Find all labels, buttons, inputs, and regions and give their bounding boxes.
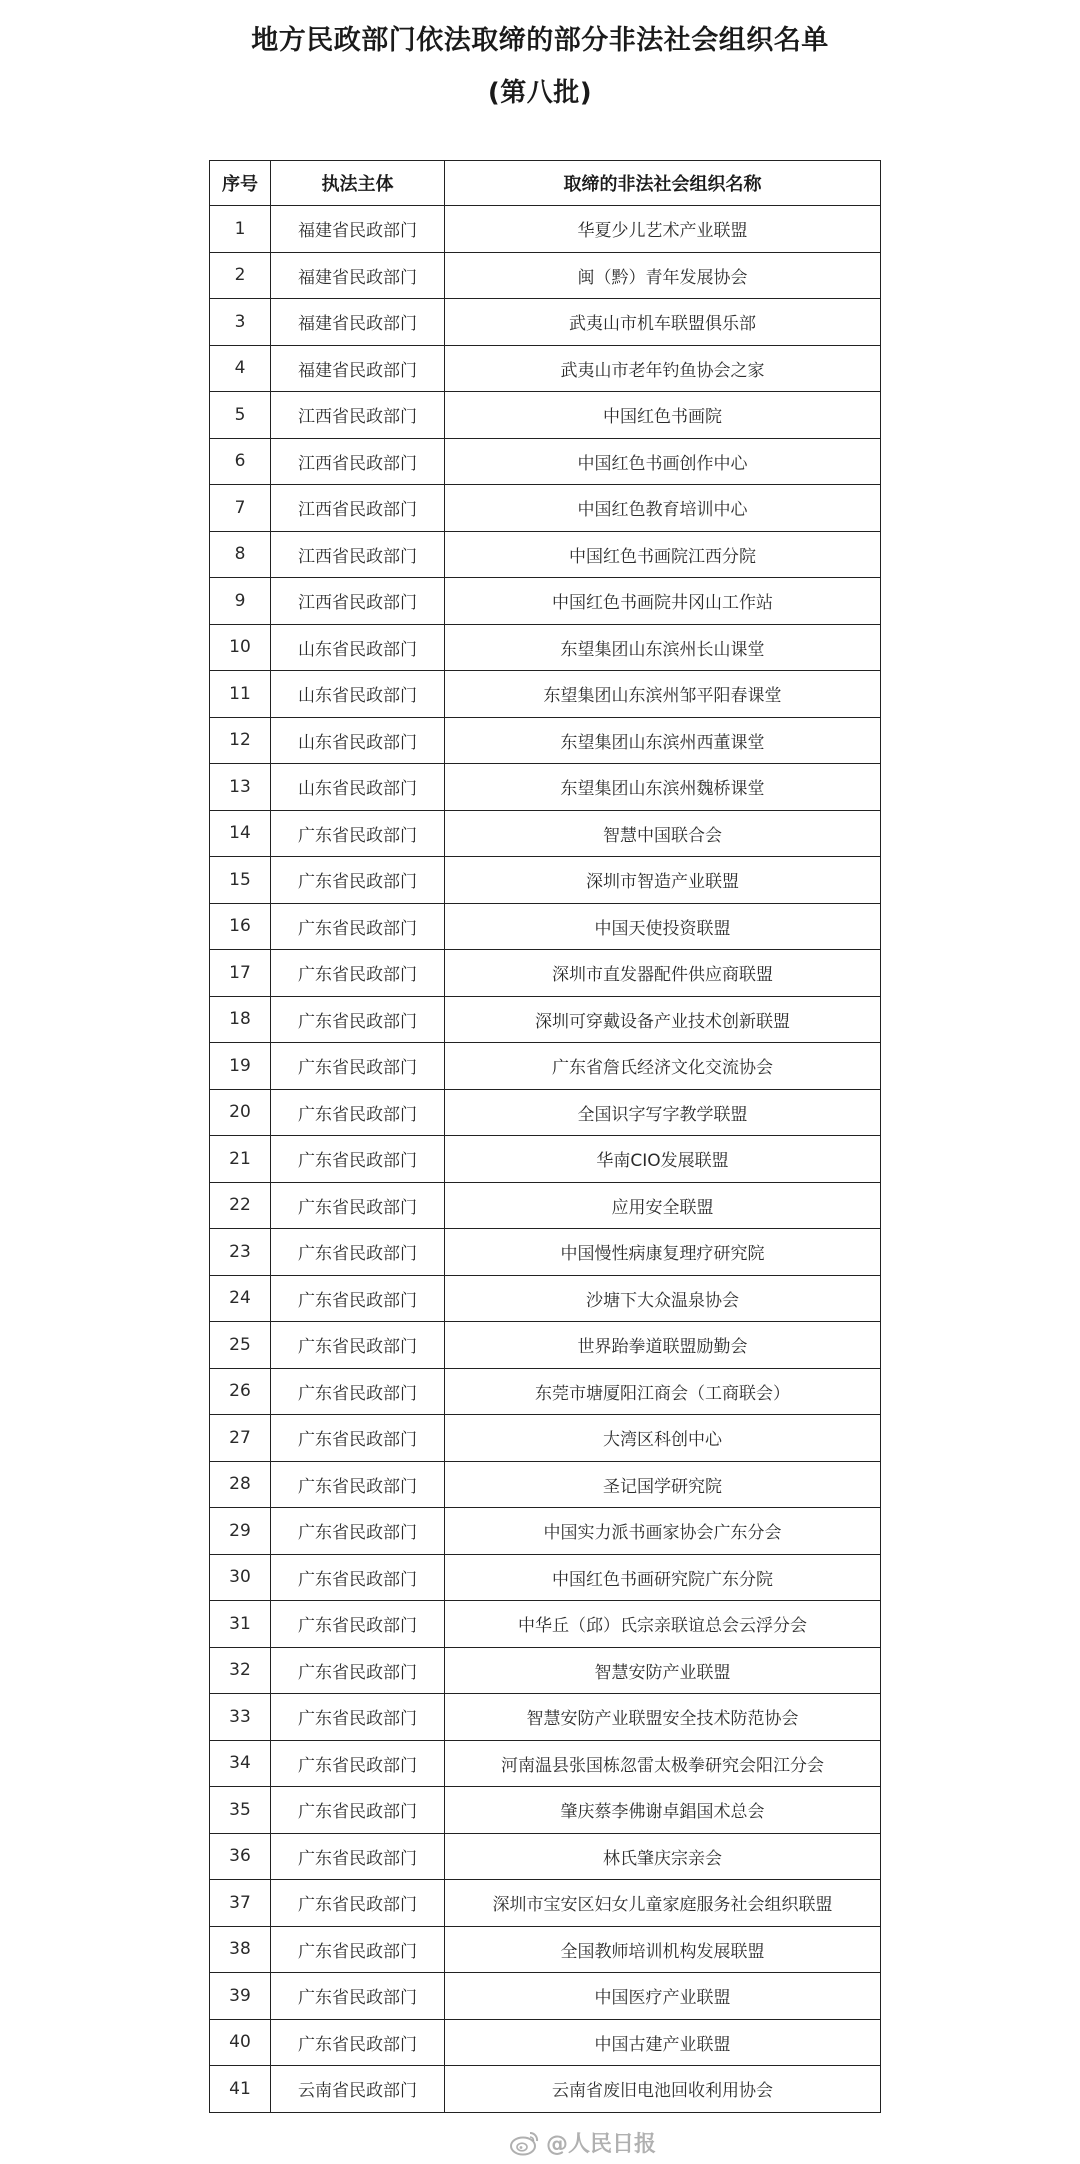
cell-organization-name: 中华丘（邱）氏宗亲联谊总会云浮分会 [445,1601,881,1648]
cell-serial-number: 6 [210,438,271,485]
table-row [210,1089,881,1136]
header-enforcement-body: 执法主体 [271,161,445,206]
cell-serial-number: 5 [210,392,271,439]
cell-serial-number: 40 [210,2019,271,2066]
cell-organization-name: 林氏肇庆宗亲会 [445,1833,881,1880]
table-row [210,1043,881,1090]
table-row [210,1880,881,1927]
cell-enforcement-body: 广东省民政部门 [271,1182,445,1229]
cell-organization-name: 智慧中国联合会 [445,810,881,857]
cell-serial-number: 35 [210,1787,271,1834]
cell-serial-number: 37 [210,1880,271,1927]
table-row [210,392,881,439]
page-title: 地方民政部门依法取缔的部分非法社会组织名单 [251,25,829,56]
table-row [210,531,881,578]
header-serial-number: 序号 [210,161,271,206]
cell-organization-name: 广东省詹氏经济文化交流协会 [445,1043,881,1090]
cell-organization-name: 武夷山市老年钓鱼协会之家 [445,345,881,392]
cell-serial-number: 2 [210,252,271,299]
cell-enforcement-body: 江西省民政部门 [271,578,445,625]
cell-serial-number: 7 [210,485,271,532]
cell-enforcement-body: 山东省民政部门 [271,764,445,811]
cell-enforcement-body: 广东省民政部门 [271,1043,445,1090]
cell-organization-name: 肇庆蔡李佛谢卓錩国术总会 [445,1787,881,1834]
cell-organization-name: 应用安全联盟 [445,1182,881,1229]
table-row [210,345,881,392]
table-row [210,810,881,857]
cell-enforcement-body: 广东省民政部门 [271,1694,445,1741]
cell-enforcement-body: 广东省民政部门 [271,2019,445,2066]
cell-organization-name: 深圳市智造产业联盟 [445,857,881,904]
cell-enforcement-body: 广东省民政部门 [271,1926,445,1973]
cell-enforcement-body: 广东省民政部门 [271,1508,445,1555]
cell-serial-number: 38 [210,1926,271,1973]
cell-serial-number: 29 [210,1508,271,1555]
organization-table-container [209,160,880,2113]
table-header-row [210,161,881,206]
cell-organization-name: 东望集团山东滨州邹平阳春课堂 [445,671,881,718]
table-row [210,578,881,625]
cell-serial-number: 23 [210,1229,271,1276]
table-row [210,252,881,299]
weibo-icon [510,2130,540,2156]
table-row [210,1926,881,1973]
cell-organization-name: 东莞市塘厦阳江商会（工商联会） [445,1368,881,1415]
cell-serial-number: 16 [210,903,271,950]
cell-serial-number: 31 [210,1601,271,1648]
cell-enforcement-body: 福建省民政部门 [271,206,445,253]
cell-enforcement-body: 广东省民政部门 [271,1601,445,1648]
cell-organization-name: 闽（黔）青年发展协会 [445,252,881,299]
cell-organization-name: 中国实力派书画家协会广东分会 [445,1508,881,1555]
cell-serial-number: 22 [210,1182,271,1229]
table-row [210,438,881,485]
cell-enforcement-body: 广东省民政部门 [271,1787,445,1834]
header-organization-name: 取缔的非法社会组织名称 [445,161,881,206]
cell-organization-name: 东望集团山东滨州长山课堂 [445,624,881,671]
cell-serial-number: 33 [210,1694,271,1741]
cell-serial-number: 32 [210,1647,271,1694]
cell-serial-number: 4 [210,345,271,392]
cell-enforcement-body: 广东省民政部门 [271,1461,445,1508]
cell-organization-name: 中国红色书画院江西分院 [445,531,881,578]
table-row [210,671,881,718]
table-row [210,2066,881,2113]
cell-organization-name: 中国古建产业联盟 [445,2019,881,2066]
cell-organization-name: 全国教师培训机构发展联盟 [445,1926,881,1973]
cell-organization-name: 中国天使投资联盟 [445,903,881,950]
table-row [210,1787,881,1834]
cell-serial-number: 10 [210,624,271,671]
table-row [210,1508,881,1555]
table-row [210,1182,881,1229]
cell-enforcement-body: 云南省民政部门 [271,2066,445,2113]
cell-enforcement-body: 广东省民政部门 [271,1089,445,1136]
cell-organization-name: 华夏少儿艺术产业联盟 [445,206,881,253]
organization-table [209,160,881,2113]
cell-serial-number: 9 [210,578,271,625]
cell-organization-name: 中国红色书画研究院广东分院 [445,1554,881,1601]
cell-enforcement-body: 广东省民政部门 [271,1322,445,1369]
cell-organization-name: 中国红色书画院 [445,392,881,439]
cell-enforcement-body: 广东省民政部门 [271,1880,445,1927]
table-row [210,857,881,904]
cell-organization-name: 华南CIO发展联盟 [445,1136,881,1183]
cell-serial-number: 20 [210,1089,271,1136]
table-row [210,2019,881,2066]
cell-serial-number: 21 [210,1136,271,1183]
cell-organization-name: 圣记国学研究院 [445,1461,881,1508]
cell-organization-name: 武夷山市机车联盟俱乐部 [445,299,881,346]
page-subtitle: (第八批) [487,78,593,108]
cell-serial-number: 11 [210,671,271,718]
table-row [210,903,881,950]
cell-organization-name: 中国红色教育培训中心 [445,485,881,532]
table-row [210,1229,881,1276]
cell-enforcement-body: 山东省民政部门 [271,671,445,718]
table-row [210,717,881,764]
cell-organization-name: 世界跆拳道联盟励勤会 [445,1322,881,1369]
cell-serial-number: 28 [210,1461,271,1508]
cell-enforcement-body: 广东省民政部门 [271,1833,445,1880]
cell-organization-name: 东望集团山东滨州西董课堂 [445,717,881,764]
table-row [210,1322,881,1369]
cell-serial-number: 12 [210,717,271,764]
cell-enforcement-body: 广东省民政部门 [271,857,445,904]
cell-serial-number: 41 [210,2066,271,2113]
cell-enforcement-body: 江西省民政部门 [271,392,445,439]
cell-organization-name: 深圳可穿戴设备产业技术创新联盟 [445,996,881,1043]
table-row [210,1461,881,1508]
cell-enforcement-body: 广东省民政部门 [271,1275,445,1322]
cell-enforcement-body: 福建省民政部门 [271,252,445,299]
cell-serial-number: 30 [210,1554,271,1601]
cell-enforcement-body: 广东省民政部门 [271,1136,445,1183]
cell-enforcement-body: 江西省民政部门 [271,485,445,532]
cell-organization-name: 深圳市宝安区妇女儿童家庭服务社会组织联盟 [445,1880,881,1927]
cell-serial-number: 34 [210,1740,271,1787]
cell-organization-name: 全国识字写字教学联盟 [445,1089,881,1136]
cell-organization-name: 中国红色书画院井冈山工作站 [445,578,881,625]
watermark-text: @人民日报 [546,2132,657,2157]
cell-serial-number: 8 [210,531,271,578]
cell-serial-number: 14 [210,810,271,857]
table-row [210,624,881,671]
cell-serial-number: 18 [210,996,271,1043]
cell-organization-name: 中国红色书画创作中心 [445,438,881,485]
cell-organization-name: 深圳市直发器配件供应商联盟 [445,950,881,997]
cell-serial-number: 15 [210,857,271,904]
table-row [210,1554,881,1601]
cell-organization-name: 东望集团山东滨州魏桥课堂 [445,764,881,811]
table-row [210,299,881,346]
cell-enforcement-body: 山东省民政部门 [271,624,445,671]
cell-serial-number: 36 [210,1833,271,1880]
cell-organization-name: 中国慢性病康复理疗研究院 [445,1229,881,1276]
table-row [210,996,881,1043]
table-row [210,1694,881,1741]
table-row [210,485,881,532]
table-row [210,1415,881,1462]
table-row [210,1275,881,1322]
cell-enforcement-body: 广东省民政部门 [271,903,445,950]
cell-serial-number: 27 [210,1415,271,1462]
cell-serial-number: 26 [210,1368,271,1415]
cell-enforcement-body: 江西省民政部门 [271,531,445,578]
weibo-watermark [510,2127,656,2158]
cell-serial-number: 24 [210,1275,271,1322]
table-row [210,950,881,997]
cell-serial-number: 25 [210,1322,271,1369]
cell-organization-name: 云南省废旧电池回收利用协会 [445,2066,881,2113]
cell-organization-name: 沙塘下大众温泉协会 [445,1275,881,1322]
table-row [210,1647,881,1694]
cell-serial-number: 39 [210,1973,271,2020]
cell-enforcement-body: 广东省民政部门 [271,1554,445,1601]
cell-enforcement-body: 广东省民政部门 [271,1647,445,1694]
cell-enforcement-body: 江西省民政部门 [271,438,445,485]
cell-serial-number: 19 [210,1043,271,1090]
cell-enforcement-body: 广东省民政部门 [271,996,445,1043]
cell-enforcement-body: 广东省民政部门 [271,1973,445,2020]
cell-serial-number: 3 [210,299,271,346]
cell-enforcement-body: 福建省民政部门 [271,299,445,346]
table-row [210,1833,881,1880]
cell-organization-name: 大湾区科创中心 [445,1415,881,1462]
cell-organization-name: 中国医疗产业联盟 [445,1973,881,2020]
cell-enforcement-body: 广东省民政部门 [271,810,445,857]
cell-enforcement-body: 广东省民政部门 [271,1740,445,1787]
cell-serial-number: 17 [210,950,271,997]
table-row [210,1136,881,1183]
table-row [210,1601,881,1648]
table-row [210,1973,881,2020]
table-row [210,1740,881,1787]
cell-enforcement-body: 广东省民政部门 [271,1229,445,1276]
table-row [210,1368,881,1415]
cell-organization-name: 河南温县张国栋忽雷太极拳研究会阳江分会 [445,1740,881,1787]
cell-organization-name: 智慧安防产业联盟安全技术防范协会 [445,1694,881,1741]
cell-enforcement-body: 福建省民政部门 [271,345,445,392]
cell-serial-number: 13 [210,764,271,811]
cell-organization-name: 智慧安防产业联盟 [445,1647,881,1694]
cell-enforcement-body: 广东省民政部门 [271,950,445,997]
cell-serial-number: 1 [210,206,271,253]
cell-enforcement-body: 广东省民政部门 [271,1415,445,1462]
cell-enforcement-body: 山东省民政部门 [271,717,445,764]
cell-enforcement-body: 广东省民政部门 [271,1368,445,1415]
table-body [210,206,881,2113]
table-row [210,206,881,253]
table-row [210,764,881,811]
